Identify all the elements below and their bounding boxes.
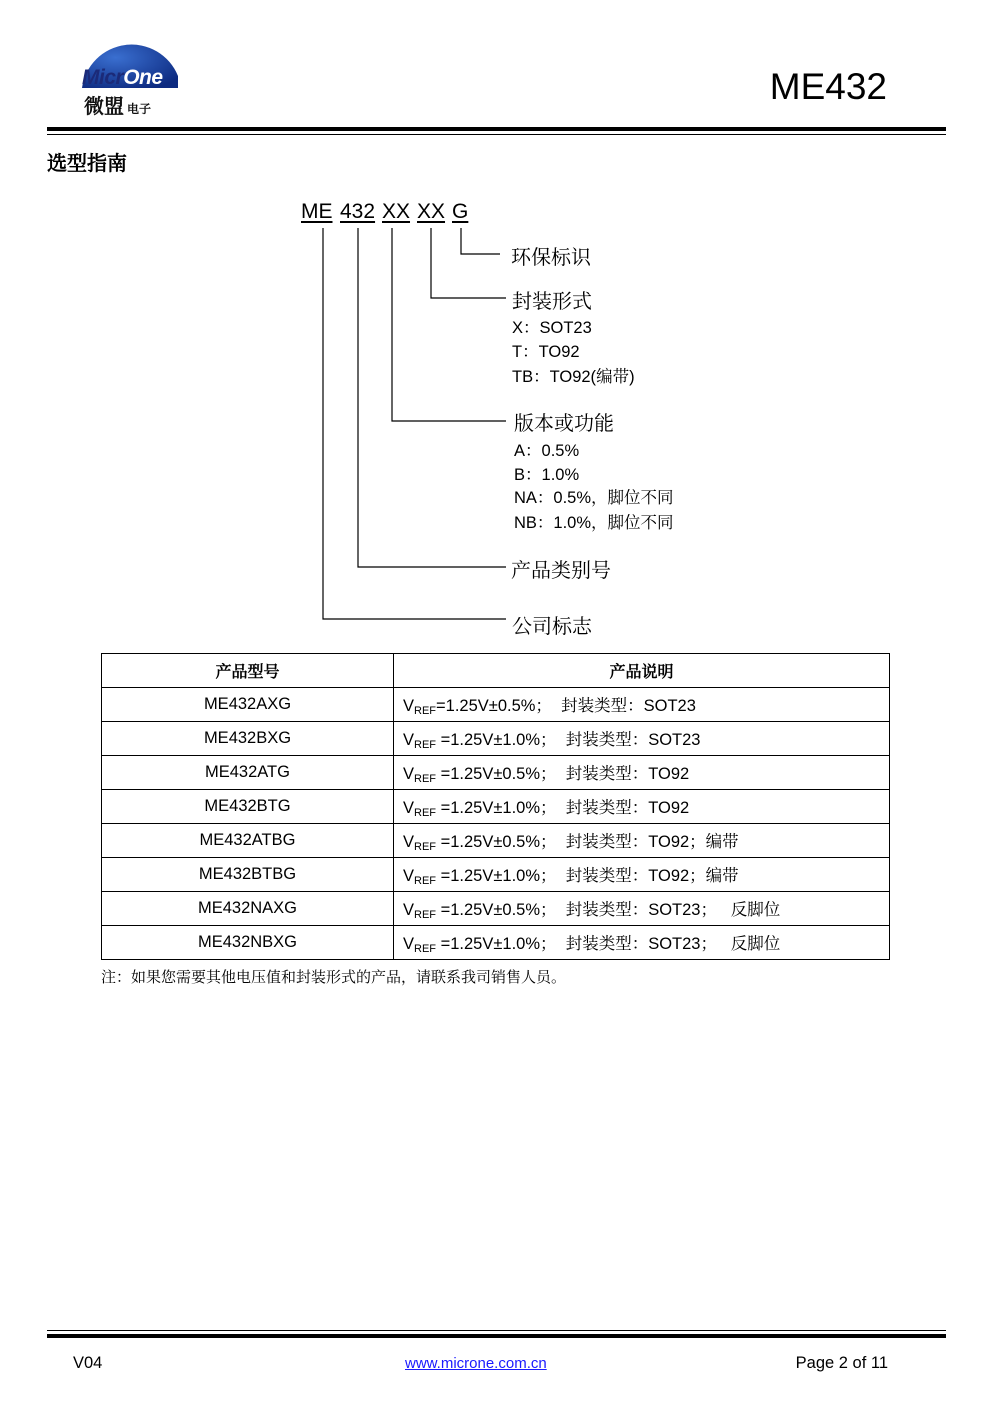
- cell-desc: $V_{REF} =1.25V\pm 1.0\%$； 封装类型：TO92；编带: [394, 858, 890, 892]
- code-seg-company: ME: [301, 200, 333, 223]
- table-row: [102, 756, 890, 790]
- table-row: [102, 824, 890, 858]
- cell-desc: $V_{REF} =1.25V\pm 0.5\%$； 封装类型：TO92；编带: [394, 824, 890, 858]
- cell-model: ME432ATG: [102, 756, 394, 790]
- label-version: 版本或功能: [514, 411, 614, 435]
- cell-model: ME432AXG: [102, 688, 394, 722]
- version-option: NA：0.5%，脚位不同: [514, 488, 674, 507]
- table-row: [102, 926, 890, 960]
- package-option: TB：TO92(编带): [512, 367, 635, 386]
- code-connector-lines: [0, 0, 991, 650]
- cell-model: ME432ATBG: [102, 824, 394, 858]
- logo-wordmark: MicrOne: [82, 66, 163, 89]
- footer-website[interactable]: [405, 1354, 547, 1373]
- version-option: NB：1.0%，脚位不同: [514, 513, 674, 532]
- footnote: 注：如果您需要其他电压值和封装形式的产品，请联系我司销售人员。: [101, 968, 567, 986]
- selection-table: [101, 653, 890, 960]
- cell-desc: $V_{REF} =1.25V\pm 1.0\%$； 封装类型：SOT23: [394, 722, 890, 756]
- section-title: 选型指南: [47, 151, 127, 175]
- code-seg-package: XX: [417, 200, 446, 223]
- version-option: B：1.0%: [514, 466, 580, 484]
- table-header-row: [102, 654, 890, 688]
- code-seg-category: 432: [340, 200, 376, 223]
- table-row: [102, 892, 890, 926]
- package-option: T：TO92: [512, 343, 580, 361]
- label-eco: 环保标识: [511, 245, 591, 269]
- cell-desc: $V_{REF}=1.25V\pm 0.5\%$； 封装类型：SOT23: [394, 688, 890, 722]
- table-row: [102, 722, 890, 756]
- cell-desc: $V_{REF} =1.25V\pm 0.5\%$； 封装类型：TO92: [394, 756, 890, 790]
- cell-model: ME432BTBG: [102, 858, 394, 892]
- label-category: 产品类别号: [511, 558, 611, 582]
- footer-page-number: Page 2 of 11: [795, 1354, 888, 1372]
- footer-version: V04: [73, 1354, 103, 1372]
- cell-model: ME432NAXG: [102, 892, 394, 926]
- connector-category: [358, 228, 506, 567]
- code-seg-version: XX: [382, 200, 411, 223]
- cell-desc: $V_{REF} =1.25V\pm 1.0\%$； 封装类型：SOT23； 反脚位: [394, 926, 890, 960]
- footer-rule-thick: [47, 1334, 946, 1338]
- table-row: [102, 858, 890, 892]
- label-package: 封装形式: [512, 289, 592, 313]
- logo-cn-name: 微盟 电子: [84, 94, 152, 118]
- footer-rule-thin: [47, 1330, 946, 1331]
- connector-package: [431, 228, 506, 298]
- code-seg-eco: G: [452, 200, 469, 223]
- connector-company: [323, 228, 506, 619]
- cell-model: ME432BTG: [102, 790, 394, 824]
- label-company: 公司标志: [512, 614, 592, 638]
- col-header-desc: 产品说明: [394, 654, 890, 688]
- website-link[interactable]: www.microne.com.cn: [405, 1355, 547, 1372]
- cell-desc: $V_{REF} =1.25V\pm 1.0\%$； 封装类型：TO92: [394, 790, 890, 824]
- col-header-model: 产品型号: [102, 654, 394, 688]
- cell-model: ME432BXG: [102, 722, 394, 756]
- package-option: X：SOT23: [512, 319, 592, 337]
- version-option: A：0.5%: [514, 442, 580, 460]
- header-model-title: ME432: [769, 66, 887, 107]
- table-row: [102, 688, 890, 722]
- connector-eco: [461, 228, 500, 254]
- cell-model: ME432NBXG: [102, 926, 394, 960]
- cell-desc: $V_{REF} =1.25V\pm 0.5\%$； 封装类型：SOT23； 反脚位: [394, 892, 890, 926]
- table-row: [102, 790, 890, 824]
- connector-version: [392, 228, 506, 421]
